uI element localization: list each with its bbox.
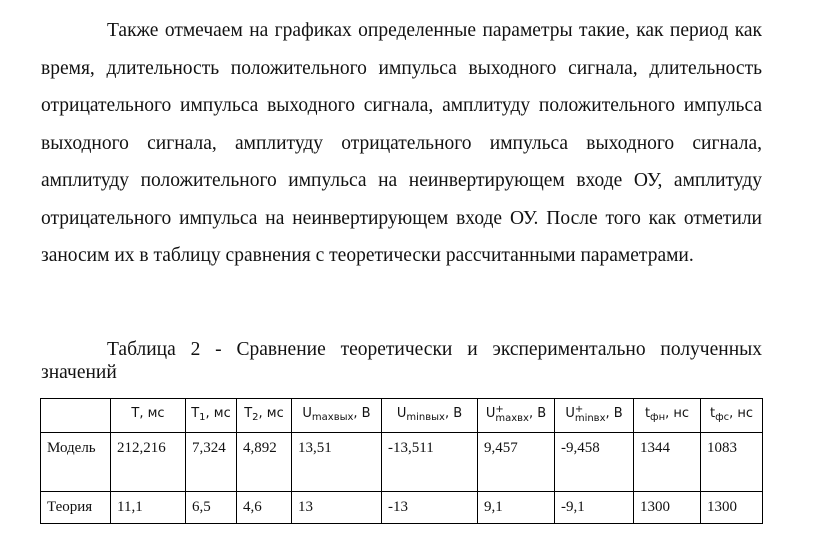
table-row-theory xyxy=(41,492,763,524)
table-caption xyxy=(41,338,762,384)
cell-t1: 7,324 xyxy=(186,433,237,492)
cell-period: 11,1 xyxy=(111,492,186,524)
cell-umin-out: -13 xyxy=(382,492,478,524)
cell-t-front-fall: 1083 xyxy=(701,433,763,492)
table-row-model xyxy=(41,433,763,492)
caption-text: Таблица 2 - Сравнение теоретически и экспериментально полученных значений xyxy=(41,339,762,383)
cell-t2: 4,892 xyxy=(237,433,292,492)
header-t-front-fall: $t_{фс}$, нс xyxy=(701,399,763,433)
cell-umax-in: 9,457 xyxy=(478,433,555,492)
cell-t-front-rise: 1300 xyxy=(634,492,701,524)
cell-t1: 6,5 xyxy=(186,492,237,524)
comparison-table xyxy=(40,398,763,524)
cell-label: Модель xyxy=(41,433,111,492)
cell-umax-out: 13 xyxy=(292,492,382,524)
cell-t2: 4,6 xyxy=(237,492,292,524)
header-umax-in: U+ maxвх, В xyxy=(478,399,555,433)
cell-t-front-fall: 1300 xyxy=(701,492,763,524)
header-empty xyxy=(41,399,111,433)
cell-t-front-rise: 1344 xyxy=(634,433,701,492)
header-umin-in: U+ minвх, В xyxy=(555,399,634,433)
header-t1: $T_1$, мс xyxy=(186,399,237,433)
header-umax-out: $U_{maxвых}$, В xyxy=(292,399,382,433)
paragraph-text: Также отмечаем на графиках определенные параметры такие, как период как время, длительность положительного импульса выходного сигнала, длительность отрицательного импульса выходного сигнала, амплитуду положительного импульса выходного сигнала, амплитуду отрицательного импульса выходного сигнала, амплитуду положительного импульса на неинвертирующем входе ОУ, амплитуду отрицательного импульса на неинвертирующем входе ОУ. После того как отметили заносим их в таблицу сравнения с теоретически рассчитанными параметрами. xyxy=(41,20,762,266)
header-period: T, мс xyxy=(111,399,186,433)
cell-period: 212,216 xyxy=(111,433,186,492)
cell-umax-in: 9,1 xyxy=(478,492,555,524)
cell-umin-in: -9,1 xyxy=(555,492,634,524)
cell-umin-in: -9,458 xyxy=(555,433,634,492)
cell-umin-out: -13,511 xyxy=(382,433,478,492)
header-umin-out: $U_{minвых}$, В xyxy=(382,399,478,433)
header-t-front-rise: $t_{фн}$, нс xyxy=(634,399,701,433)
table-header-row xyxy=(41,399,763,433)
cell-label: Теория xyxy=(41,492,111,524)
header-t2: $T_2$, мс xyxy=(237,399,292,433)
cell-umax-out: 13,51 xyxy=(292,433,382,492)
body-paragraph xyxy=(41,12,762,275)
